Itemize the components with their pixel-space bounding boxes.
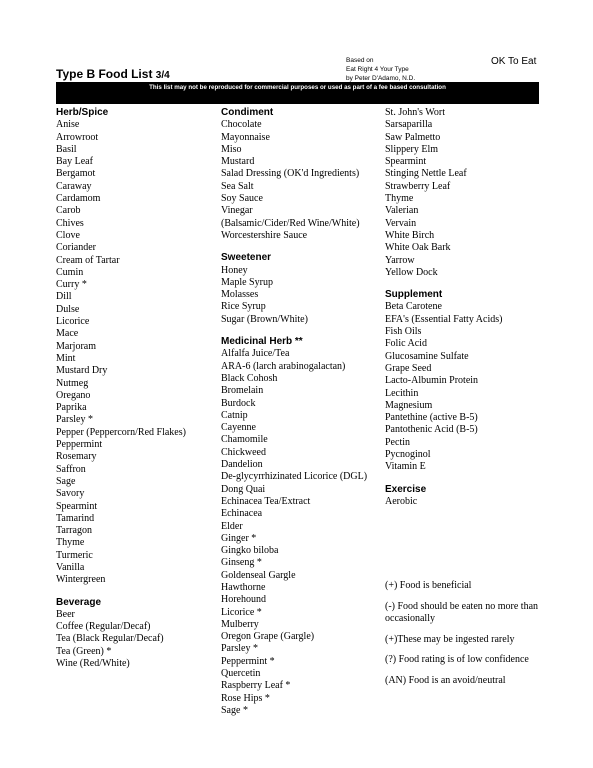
food-item: Miso [221, 143, 242, 155]
section-title: Beverage [56, 596, 102, 608]
food-item: Cardamom [56, 193, 101, 205]
food-item: Oregano [56, 389, 91, 401]
food-item: Turmeric [56, 549, 93, 561]
food-item: Chives [56, 217, 84, 229]
food-item: Fish Oils [385, 326, 422, 338]
food-item: Caraway [56, 180, 92, 192]
food-item: Salad Dressing (OK'd Ingredients) [221, 168, 360, 180]
food-item: Tea (Green) * [56, 645, 112, 657]
legend-item: (AN) Food is an avoid/neutral [385, 674, 506, 686]
food-item: Echinacea Tea/Extract [221, 495, 311, 507]
food-item: Mustard Dry [56, 365, 108, 377]
food-item: Aerobic [385, 495, 418, 507]
food-item: Dulse [56, 303, 80, 315]
food-item: Lecithin [385, 387, 419, 399]
food-item: Worcestershire Sauce [221, 229, 308, 241]
section-gap [385, 279, 502, 289]
section-gap [221, 242, 367, 252]
food-item: Horehound [221, 594, 266, 606]
food-item: Parsley * [221, 643, 258, 655]
food-item: Strawberry Leaf [385, 180, 451, 192]
food-item: Carob [56, 205, 81, 217]
food-item: (Balsamic/Cider/Red Wine/White) [221, 217, 360, 229]
food-item: Peppermint * [221, 655, 275, 667]
section-title: Supplement [385, 289, 443, 301]
food-item: Sea Salt [221, 180, 254, 192]
food-item: De-glycyrrhizinated Licorice (DGL) [221, 471, 368, 483]
food-item: Coffee (Regular/Decaf) [56, 621, 151, 633]
food-item: EFA's (Essential Fatty Acids) [385, 313, 503, 325]
status-label: OK To Eat [491, 56, 537, 67]
food-item: Licorice * [221, 606, 262, 618]
food-item: Thyme [56, 537, 85, 549]
food-item: Gingko biloba [221, 545, 279, 557]
source-note [346, 56, 415, 83]
food-item: Maple Syrup [221, 276, 273, 288]
food-item: Spearmint [56, 500, 98, 512]
food-item: Saw Palmetto [385, 131, 441, 143]
food-item: Elder [221, 520, 243, 532]
food-item: Burdock [221, 397, 256, 409]
food-item: Yarrow [385, 254, 415, 266]
food-item: Bergamot [56, 168, 96, 180]
food-item: Dill [56, 291, 72, 303]
food-item: Grape Seed [385, 362, 432, 374]
food-item: Spearmint [385, 156, 427, 168]
food-item: Vanilla [56, 561, 85, 573]
food-item: Wine (Red/White) [56, 658, 130, 670]
food-item: Mint [56, 352, 76, 364]
food-item: Folic Acid [385, 338, 427, 350]
food-item: Ginseng * [221, 557, 262, 569]
food-item: Hawthorne [221, 581, 266, 593]
food-item: Echinacea [221, 508, 263, 520]
food-item: Chamomile [221, 434, 268, 446]
food-item: Mayonnaise [221, 131, 270, 143]
food-item: Oregon Grape (Gargle) [221, 631, 315, 643]
food-item: Goldenseal Gargle [221, 569, 296, 581]
food-item: Nutmeg [56, 377, 89, 389]
food-item: Cumin [56, 266, 84, 278]
food-item: Licorice [56, 316, 90, 328]
food-item: Chocolate [221, 119, 262, 131]
food-item: Curry * [56, 279, 87, 291]
food-item: Soy Sauce [221, 193, 263, 205]
title-text: Type B Food List [56, 67, 153, 81]
food-item: Raspberry Leaf * [221, 680, 291, 692]
food-item: Tea (Black Regular/Decaf) [56, 633, 164, 645]
column-3 [385, 107, 502, 508]
food-item: Black Cohosh [221, 372, 278, 384]
food-item: Magnesium [385, 399, 433, 411]
food-item: Anise [56, 119, 80, 131]
food-item: Cream of Tartar [56, 254, 120, 266]
section-gap [221, 326, 367, 336]
food-item: Wintergreen [56, 574, 106, 586]
source-line: Based on [346, 57, 374, 64]
food-item: Peppermint [56, 439, 103, 451]
food-item: Lacto-Albumin Protein [385, 375, 479, 387]
legend-item: (+)These may be ingested rarely [385, 633, 515, 645]
food-item: Dandelion [221, 459, 263, 471]
food-item: Bromelain [221, 385, 264, 397]
food-item: Mulberry [221, 618, 259, 630]
section-title: Condiment [221, 107, 274, 118]
legend-item: (+) Food is beneficial [385, 580, 472, 591]
food-item: Rose Hips * [221, 692, 270, 704]
section-title: Herb/Spice [56, 107, 109, 118]
food-item: Honey [221, 264, 248, 276]
food-item: Vervain [385, 217, 417, 229]
food-item: Sage [56, 475, 76, 487]
food-item: Tarragon [56, 525, 92, 537]
section-title: Exercise [385, 483, 427, 495]
food-item: Pycnoginol [385, 449, 431, 461]
food-item: Vinegar [221, 205, 253, 217]
food-item: Rice Syrup [221, 301, 266, 313]
food-item: ARA-6 (larch arabinogalactan) [221, 360, 346, 372]
copyright-banner: This list may not be reproduced for commercial purposes or used as part of a fee based consultation [56, 82, 539, 104]
food-item: Pantothenic Acid (B-5) [385, 424, 478, 436]
food-item: Alfalfa Juice/Tea [221, 348, 290, 360]
food-item: Ginger * [221, 532, 257, 544]
source-line: by Peter D'Adamo, N.D. [346, 75, 416, 82]
food-item: Slippery Elm [385, 143, 439, 155]
food-item: Valerian [385, 205, 419, 217]
food-item: Coriander [56, 242, 96, 254]
source-line: Eat Right 4 Your Type [346, 66, 409, 73]
food-item: Thyme [385, 193, 414, 205]
column-2 [221, 107, 367, 717]
column-1 [56, 107, 186, 670]
section-gap [385, 474, 502, 484]
food-item: Catnip [221, 409, 248, 421]
food-item: Mace [56, 328, 79, 340]
food-item: Saffron [56, 463, 86, 475]
food-item: Molasses [221, 289, 259, 301]
food-item: Mustard [221, 156, 255, 168]
food-item: Beer [56, 608, 75, 620]
food-item: Savory [56, 488, 85, 500]
food-item: Parsley * [56, 414, 93, 426]
section-title: Medicinal Herb ** [221, 336, 303, 348]
food-item: Sarsaparilla [385, 119, 433, 131]
page-title [56, 67, 170, 81]
food-item: White Birch [385, 229, 435, 241]
food-item: Paprika [56, 402, 87, 414]
food-item: Glucosamine Sulfate [385, 350, 469, 362]
food-item: Pepper (Peppercorn/Red Flakes) [56, 426, 186, 438]
food-item: Arrowroot [56, 131, 99, 143]
food-item: White Oak Bark [385, 242, 451, 254]
food-item: Sage * [221, 704, 248, 716]
food-item: Rosemary [56, 451, 97, 463]
food-item: Basil [56, 143, 77, 155]
legend-item: (?) Food rating is of low confidence [385, 654, 529, 665]
food-item: Beta Carotene [385, 301, 442, 313]
food-item: Bay Leaf [56, 156, 93, 168]
food-item: Vitamin E [385, 461, 426, 473]
food-item: St. John's Wort [385, 107, 445, 118]
food-item: Cayenne [221, 422, 256, 434]
food-item: Tamarind [56, 512, 95, 524]
food-item: Marjoram [56, 340, 96, 352]
food-item: Chickweed [221, 446, 266, 458]
food-item: Clove [56, 229, 80, 241]
food-item: Pectin [385, 436, 410, 448]
legend [385, 580, 539, 695]
food-item: Dong Quai [221, 483, 266, 495]
section-gap [56, 587, 186, 597]
food-item: Quercetin [221, 668, 261, 680]
legend-item: (-) Food should be eaten no more than occasionally [385, 600, 539, 624]
food-item: Stinging Nettle Leaf [385, 168, 467, 180]
food-item: Yellow Dock [385, 266, 438, 278]
food-item: Pantethine (active B-5) [385, 412, 478, 424]
page-number: 3/4 [155, 70, 170, 81]
section-title: Sweetener [221, 252, 272, 264]
food-item: Sugar (Brown/White) [221, 313, 308, 325]
